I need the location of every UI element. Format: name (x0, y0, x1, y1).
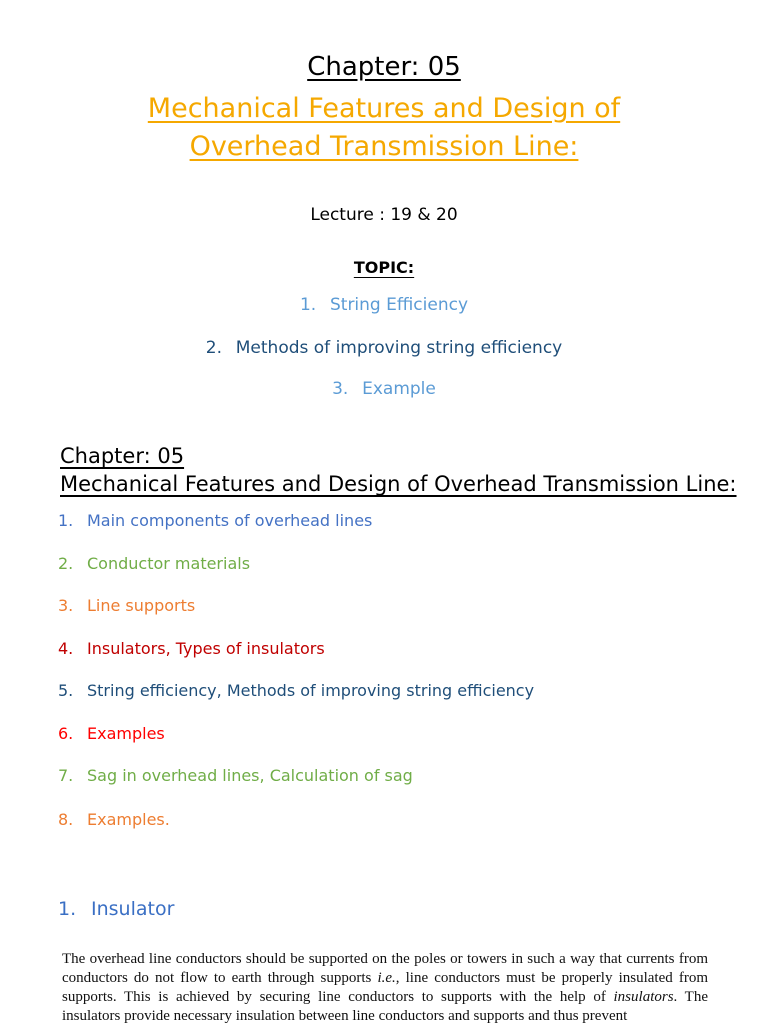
paragraph-emphasis: i.e. (377, 970, 396, 986)
insulator-paragraph (62, 950, 708, 1026)
contents-text: Line supports (87, 596, 196, 615)
contents-item (58, 681, 534, 700)
topic-item (0, 338, 768, 358)
topic-number: 3. (332, 379, 349, 399)
topic-item (0, 379, 768, 399)
contents-number: 3. (58, 596, 74, 615)
contents-item (58, 596, 195, 615)
topic-text: Example (362, 379, 436, 399)
contents-text: Examples. (87, 810, 170, 829)
contents-number: 8. (58, 810, 74, 829)
topic-text: Methods of improving string efficiency (235, 338, 563, 358)
chapter-title-line-2: Overhead Transmission Line: (189, 131, 579, 162)
topic-number: 1. (299, 295, 317, 315)
section-heading (60, 442, 737, 498)
paragraph-emphasis: insulators (613, 989, 674, 1005)
contents-item (58, 639, 325, 658)
topic-number: 2. (205, 338, 222, 358)
topic-label: TOPIC: (353, 258, 415, 277)
contents-text: Insulators, Types of insulators (87, 639, 325, 658)
insulator-heading (58, 898, 174, 920)
contents-number: 2. (58, 554, 74, 573)
paragraph-text: The overhead line conductors should be supported on the poles or towers in such a way that currents from conductors do not flow to earth through supports (62, 951, 708, 986)
paragraph-text: . The insulators provide necessary insulation between line conductors and supports and thus prevent (62, 989, 708, 1024)
chapter-title-line-1: Mechanical Features and Design of (147, 93, 621, 124)
contents-number: 1. (58, 511, 74, 530)
contents-number: 4. (58, 639, 74, 658)
chapter-heading: Chapter: 05 (307, 52, 461, 82)
paragraph-text: , line conductors must be properly insulated from supports. This is achieved by securing line conductors to supports with the help of (62, 970, 708, 1005)
insulator-title: Insulator (91, 898, 175, 920)
contents-number: 7. (58, 766, 74, 785)
section-title: Mechanical Features and Design of Overhead Transmission Line: (60, 472, 737, 496)
topic-text: String Efficiency (329, 295, 469, 315)
contents-text: Conductor materials (87, 554, 251, 573)
contents-item (58, 810, 170, 829)
insulator-number: 1. (58, 898, 77, 920)
chapter-title (0, 90, 768, 166)
contents-item (58, 766, 413, 785)
contents-item (58, 724, 165, 743)
contents-number: 5. (58, 681, 74, 700)
contents-text: Sag in overhead lines, Calculation of sag (87, 766, 413, 785)
contents-item (58, 511, 372, 530)
contents-text: String efficiency, Methods of improving string efficiency (87, 681, 535, 700)
topic-item (0, 295, 768, 315)
contents-text: Main components of overhead lines (87, 511, 373, 530)
lecture-label: Lecture : 19 & 20 (310, 205, 458, 225)
contents-number: 6. (58, 724, 74, 743)
section-chapter: Chapter: 05 (60, 444, 185, 468)
contents-item (58, 554, 250, 573)
contents-text: Examples (87, 724, 165, 743)
